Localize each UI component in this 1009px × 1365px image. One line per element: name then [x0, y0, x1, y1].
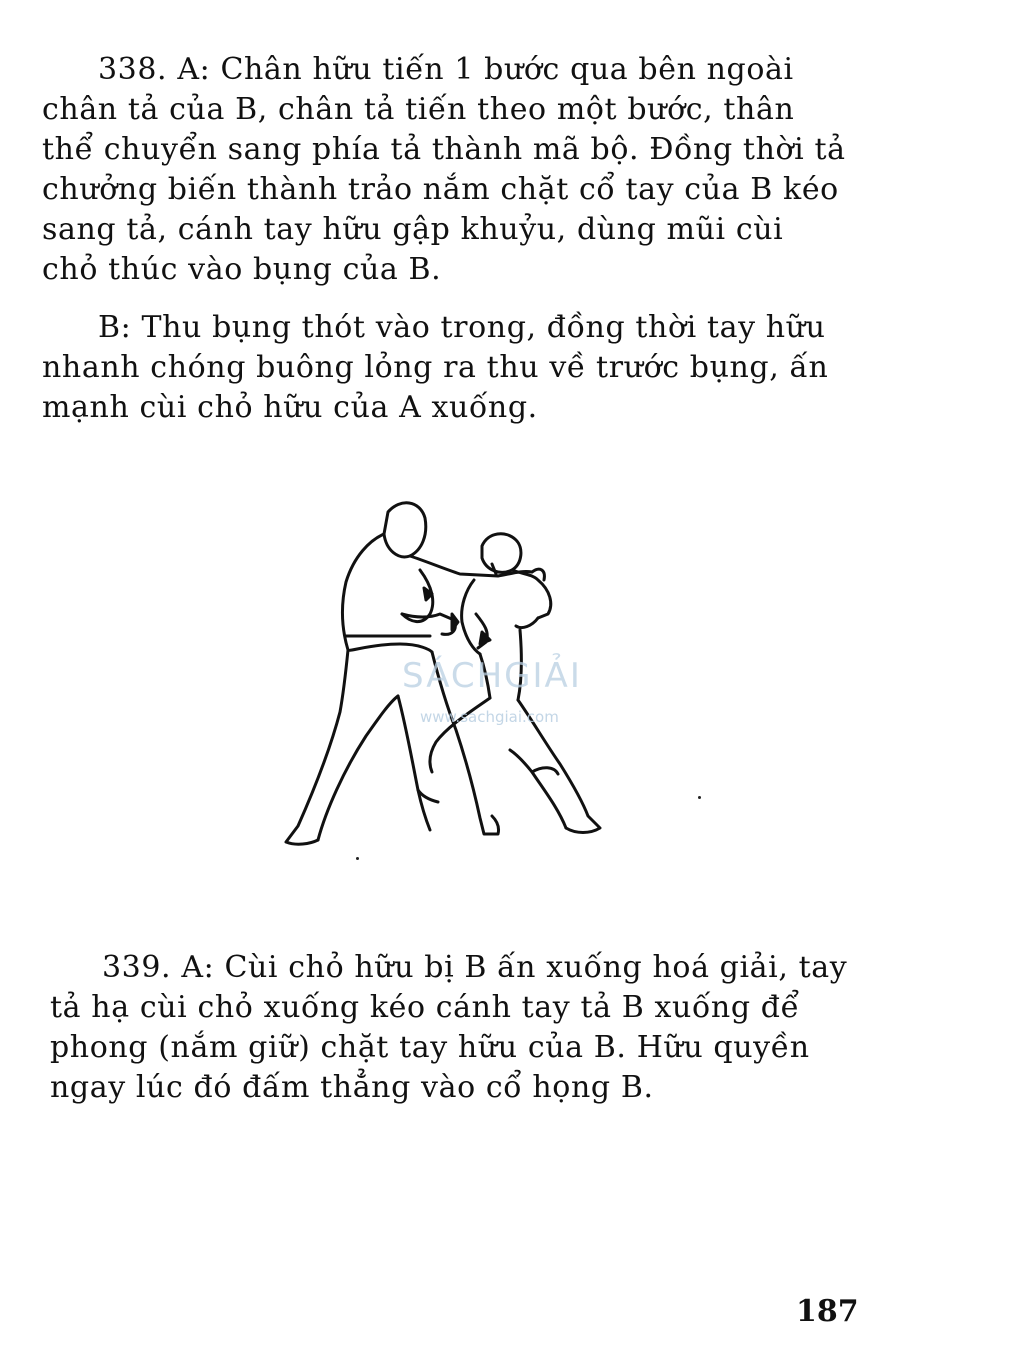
text-line: tả hạ cùi chỏ xuống kéo cánh tay tả B xuống để — [50, 990, 800, 1025]
paragraph-338-b — [42, 308, 828, 428]
text-line: ngay lúc đó đấm thẳng vào cổ họng B. — [50, 1070, 654, 1105]
text-line: chưởng biến thành trảo nắm chặt cổ tay của B kéo — [42, 172, 839, 207]
page-number: 187 — [796, 1294, 859, 1329]
text-line: thể chuyển sang phía tả thành mã bộ. Đồng thời tả — [42, 132, 846, 167]
watermark-logo: SÁCHGIẢI — [402, 656, 582, 696]
paragraph-338-a — [42, 50, 846, 290]
text-line: phong (nắm giữ) chặt tay hữu của B. Hữu quyền — [50, 1030, 810, 1065]
text-line: nhanh chóng buông lỏng ra thu về trước bụng, ấn — [42, 350, 829, 385]
text-line: 339. A: Cùi chỏ hữu bị B ấn xuống hoá giải, tay — [102, 950, 848, 985]
text-line: sang tả, cánh tay hữu gập khuỷu, dùng mũi cùi — [42, 212, 784, 247]
paragraph-339-a — [50, 948, 847, 1108]
print-speck — [698, 796, 701, 799]
text-line: chân tả của B, chân tả tiến theo một bước, thân — [42, 92, 795, 127]
print-speck — [356, 857, 359, 860]
watermark-url: www.sachgiai.com — [420, 708, 559, 726]
text-line: B: Thu bụng thót vào trong, đồng thời tay hữu — [98, 310, 826, 345]
text-line: chỏ thúc vào bụng của B. — [42, 252, 442, 287]
text-line: 338. A: Chân hữu tiến 1 bước qua bên ngoài — [98, 52, 794, 87]
text-line: mạnh cùi chỏ hữu của A xuống. — [42, 390, 538, 425]
